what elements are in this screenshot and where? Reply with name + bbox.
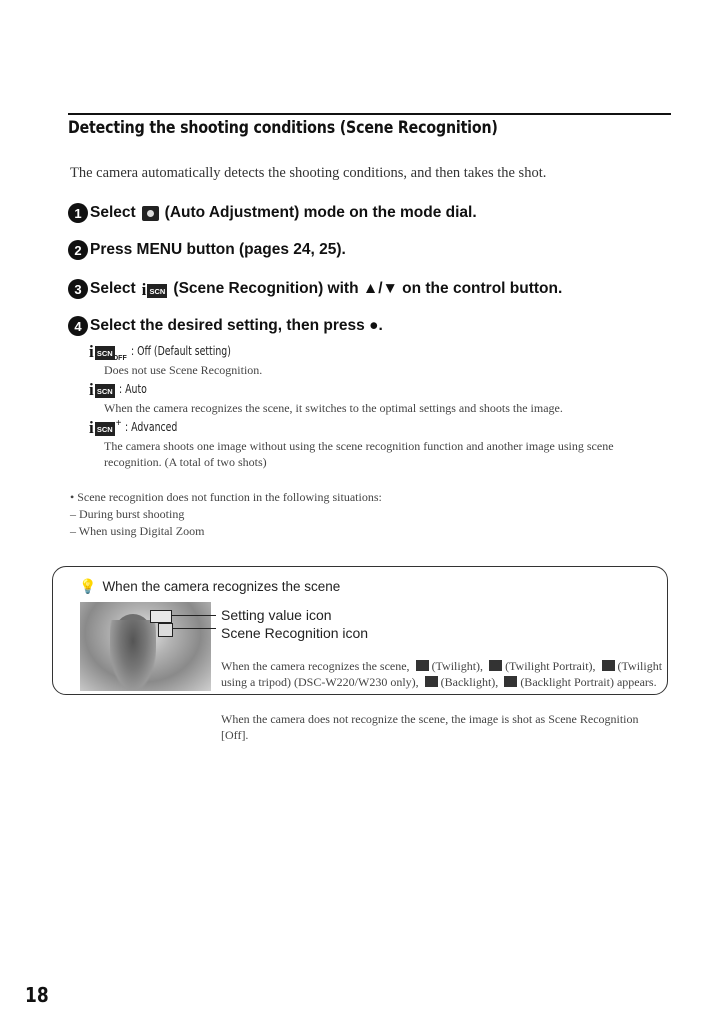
step-3 bbox=[68, 279, 562, 299]
off-sub-label: OFF bbox=[112, 355, 127, 362]
callout-scene-recognition: Scene Recognition icon bbox=[221, 625, 369, 641]
step-1-post: (Auto Adjustment) mode on the mode dial. bbox=[164, 204, 477, 221]
twilight-portrait-icon bbox=[489, 660, 502, 671]
tip-title-text: When the camera recognizes the scene bbox=[102, 579, 341, 594]
scene-recognition-auto-icon: i SCN bbox=[89, 380, 115, 398]
setting-value-icon bbox=[150, 610, 172, 623]
lightbulb-icon: 💡 bbox=[79, 578, 97, 594]
step-2 bbox=[68, 240, 346, 260]
tip-desc-part: (Twilight Portrait), bbox=[505, 659, 596, 673]
scn-off-box: SCN bbox=[95, 346, 115, 360]
tip-desc-part: (Twilight), bbox=[431, 659, 484, 673]
step-4-text: Select the desired setting, then press ●. bbox=[90, 317, 383, 334]
scene-recognition-off-icon: i SCN OFF bbox=[89, 342, 127, 362]
tip-description bbox=[221, 658, 666, 690]
section-rule bbox=[68, 113, 671, 115]
option-advanced-desc: The camera shoots one image without using the scene recognition function and another image using scene recognition. (A total of two shots) bbox=[104, 439, 614, 469]
callout-setting-value: Setting value icon bbox=[221, 607, 332, 623]
notes-bullet: • Scene recognition does not function in the following situations: bbox=[70, 490, 382, 504]
step-number-3: 3 bbox=[68, 279, 88, 299]
step-1-pre: Select bbox=[90, 204, 136, 221]
page-number: 18 bbox=[25, 983, 49, 1007]
leader-line bbox=[172, 628, 216, 629]
twilight-tripod-icon bbox=[602, 660, 615, 671]
scn-label: SCN bbox=[147, 284, 167, 298]
scene-recognition-indicator-icon bbox=[158, 623, 173, 637]
notes-item: – When using Digital Zoom bbox=[70, 524, 205, 538]
step-number-2: 2 bbox=[68, 240, 88, 260]
option-off-label: : Off (Default setting) bbox=[130, 344, 231, 358]
tip-description-2: When the camera does not recognize the scene, the image is shot as Scene Recognition [Off]. bbox=[221, 712, 639, 742]
step-3-pre: Select bbox=[90, 280, 136, 297]
notes-item: – During burst shooting bbox=[70, 507, 185, 521]
step-3-post: (Scene Recognition) with ▲/▼ on the control button. bbox=[173, 280, 563, 297]
option-off bbox=[89, 342, 259, 360]
option-auto bbox=[89, 380, 154, 398]
scene-recognition-icon: i SCN bbox=[142, 280, 168, 298]
auto-adjustment-camera-icon bbox=[142, 206, 159, 221]
option-advanced-label: : Advanced bbox=[125, 420, 178, 434]
option-auto-label: : Auto bbox=[118, 382, 147, 396]
tip-title bbox=[79, 578, 340, 595]
scene-recognition-advanced-icon: i SCN + bbox=[89, 418, 122, 437]
option-auto-desc: When the camera recognizes the scene, it switches to the optimal settings and shoots the image. bbox=[104, 401, 563, 415]
step-number-4: 4 bbox=[68, 316, 88, 336]
scn-auto-box: SCN bbox=[95, 384, 115, 398]
tip-desc-part: (Backlight Portrait) appears. bbox=[520, 675, 657, 689]
leader-line bbox=[171, 615, 216, 616]
backlight-icon bbox=[425, 676, 438, 687]
tip-desc-part: (Twilight using a tripod) (DSC-W220/W230 only), bbox=[221, 659, 663, 689]
twilight-icon bbox=[416, 660, 429, 671]
step-2-text: Press MENU button (pages 24, 25). bbox=[90, 241, 346, 258]
tip-desc-part: (Backlight), bbox=[440, 675, 499, 689]
option-advanced bbox=[89, 418, 193, 436]
intro-text: The camera automatically detects the shooting conditions, and then takes the shot. bbox=[70, 165, 547, 181]
option-off-desc: Does not use Scene Recognition. bbox=[104, 363, 263, 377]
tip-desc-part: When the camera recognizes the scene, bbox=[221, 659, 410, 673]
scn-advanced-box: SCN bbox=[95, 422, 115, 436]
step-1 bbox=[68, 203, 477, 223]
backlight-portrait-icon bbox=[504, 676, 517, 687]
notes-list bbox=[70, 489, 382, 540]
step-4 bbox=[68, 316, 383, 336]
step-number-1: 1 bbox=[68, 203, 88, 223]
plus-sign: + bbox=[115, 418, 122, 429]
section-title: Detecting the shooting conditions (Scene Recognition) bbox=[68, 118, 498, 137]
